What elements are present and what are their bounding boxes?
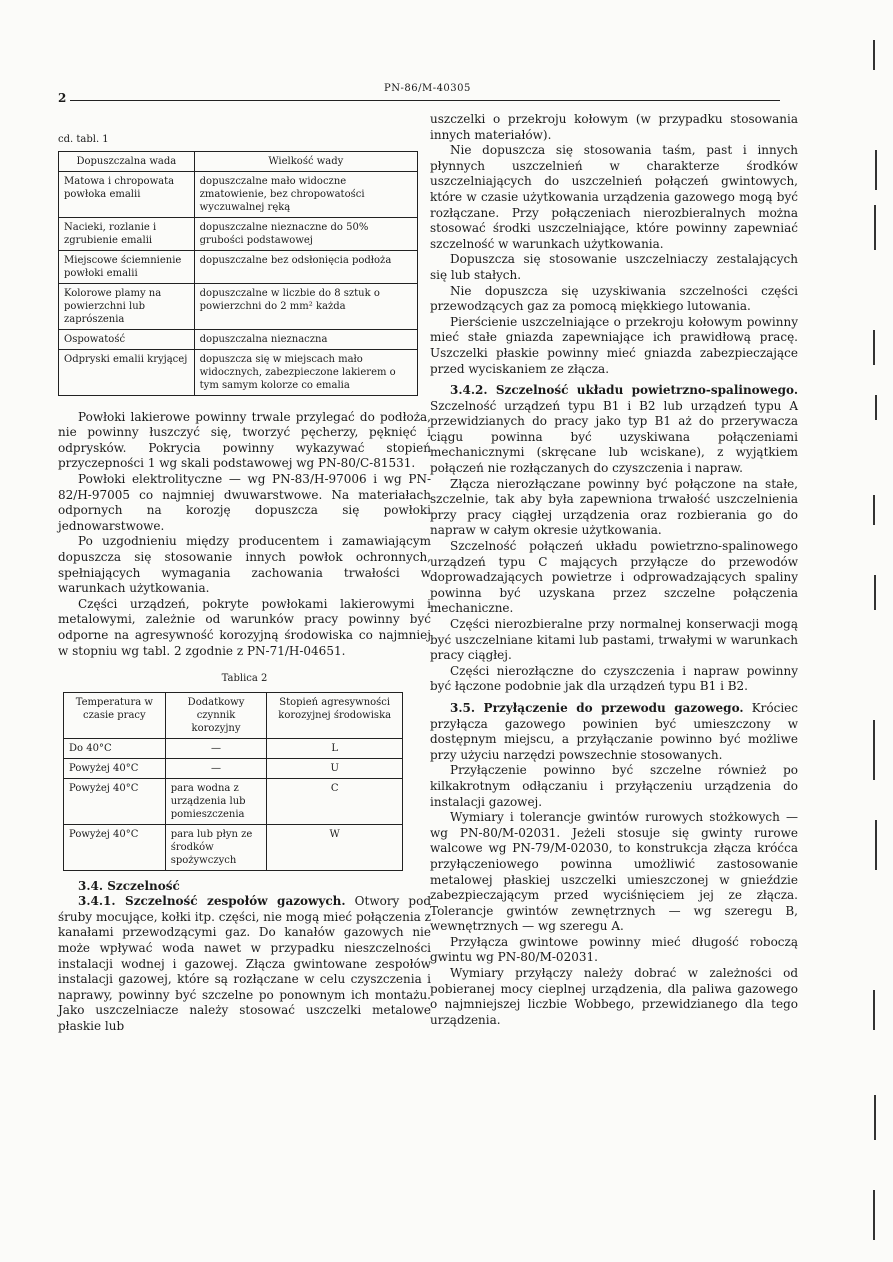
table-cell: dopuszczalne mało widoczne zmatowienie, bez chropowatości wyczuwalnej ręką (194, 171, 417, 217)
scan-mark (873, 495, 875, 525)
header-rule (70, 100, 780, 101)
section-heading: 3.4.1. Szczelność zespołów gazowych. (78, 894, 346, 909)
table-header-cell: Dodatkowy czynnik korozyjny (165, 692, 267, 738)
section-heading: 3.4. Szczelność (78, 878, 180, 893)
table-row (59, 171, 418, 217)
body-paragraph (430, 701, 798, 763)
scan-mark (873, 1190, 875, 1240)
table-cell: Nacieki, rozlanie i zgrubienie emalii (59, 217, 195, 250)
table-header-cell: Stopień agresywności korozyjnej środowiska (267, 692, 403, 738)
left-column (58, 112, 431, 1035)
table-cell: L (267, 738, 403, 758)
body-paragraph: Części nierozłączne do czyszczenia i napraw powinny być łączone podobnie jak dla urządzeń typu B1 i B2. (430, 663, 798, 694)
table-cell: Ospowatość (59, 329, 195, 349)
body-paragraph: Nie dopuszcza się stosowania taśm, past i innych płynnych uszczelnień w charakterze środków uszczelniających do uszczelnień połączeń gwintowych, które w czasie użytkowania urządzenia gazowego mogą być rozłączane. Przy połączeniach nierozbieralnych można stosować środki uszczelniające, które powinny zapewniać szczelność w warunkach użytkowania. (430, 143, 798, 251)
body-paragraph: Wymiary i tolerancje gwintów rurowych stożkowych — wg PN-80/M-02031. Jeżeli stosuje się gwinty rurowe walcowe wg PN-79/M-02030, to konstrukcja złącza króćca przyłączeniowego powinna umożliwić zastosowanie metalowej płaskiej uszczelki umieszczonej w gnieździe zabezpieczającym przed wyciśnięciem jej ze złącza. Tolerancje gwintów zewnętrznych — wg szeregu B, wewnętrznych — wg szeregu A. (430, 810, 798, 934)
table-row (59, 250, 418, 283)
scan-mark (875, 820, 877, 870)
scan-mark (873, 720, 875, 780)
table-row (59, 349, 418, 395)
table-cell: W (267, 824, 403, 870)
table-row (64, 778, 403, 824)
scan-mark (874, 205, 876, 250)
body-paragraph: Szczelność połączeń układu powietrzno-spalinowego urządzeń typu C mających przyłącze do przewodów doprowadzających powietrze i odprowadzających spaliny powinna być uzyskana przez szczelne połączenia mechaniczne. (430, 539, 798, 616)
table-cell: Powyżej 40°C (64, 824, 166, 870)
table-row (59, 217, 418, 250)
body-paragraph: Części nierozbieralne przy normalnej konserwacji mogą być uszczelniane kitami lub pastami, trwałymi w warunkach pracy ciągłej. (430, 617, 798, 663)
table-cell: C (267, 778, 403, 824)
body-paragraph: Przyłączenie powinno być szczelne również po kilkakrotnym odłączaniu i przyłączeniu urządzenia do instalacji gazowej. (430, 763, 798, 809)
table-cell: Powyżej 40°C (64, 758, 166, 778)
scan-mark (874, 1095, 876, 1140)
table-row (59, 329, 418, 349)
body-paragraph: Pierścienie uszczelniające o przekroju kołowym powinny mieć stałe gniazda zapewniające ich prawidłową pracę. Uszczelki płaskie powinny mieć gniazda zabezpieczające przed wyciskaniem ze złącza. (430, 314, 798, 376)
table-header-cell: Dopuszczalna wada (59, 151, 195, 171)
table-cell: para wodna z urządzenia lub pomieszczenia (165, 778, 267, 824)
table-cell: dopuszczalne nieznaczne do 50% grubości podstawowej (194, 217, 417, 250)
table-cell: U (267, 758, 403, 778)
table-cell: para lub płyn ze środków spożywczych (165, 824, 267, 870)
section-text: Króciec przyłącza gazowego powinien być umieszczony w dostępnym miejscu, a przyłączanie powinno być możliwe przy użyciu narzędzi powszechnie stosowanych. (430, 700, 798, 762)
table-cell: Miejscowe ściemnienie powłoki emalii (59, 250, 195, 283)
right-column (430, 112, 798, 1028)
scan-mark (873, 330, 875, 365)
table-cell: Do 40°C (64, 738, 166, 758)
table-cell: dopuszczalne w liczbie do 8 sztuk o powierzchni do 2 mm² każda (194, 283, 417, 329)
table-header-row (64, 692, 403, 738)
corrosion-table (63, 692, 403, 871)
body-paragraph: Po uzgodnieniu między producentem i zamawiającym dopuszcza się stosowanie innych powłok ochronnych, spełniających wymagania zachowania trwałości w warunkach użytkowania. (58, 534, 431, 596)
table-header-cell: Temperatura w czasie pracy (64, 692, 166, 738)
table-cell: dopuszczalna nieznaczna (194, 329, 417, 349)
table-cell: dopuszcza się w miejscach mało widocznych, zabezpieczone lakierem o tym samym kolorze co emalia (194, 349, 417, 395)
body-paragraph: Powłoki lakierowe powinny trwale przylegać do podłoża, nie powinny łuszczyć się, tworzyć pęcherzy, pęknięć i odprysków. Pokrycia powinny wykazywać stopień przyczepności 1 wg skali podstawowej wg PN-80/C-81531. (58, 409, 431, 471)
table-row (59, 283, 418, 329)
table-cell: Odpryski emalii kryjącej (59, 349, 195, 395)
table-cell: Matowa i chropowata powłoka emalii (59, 171, 195, 217)
body-paragraph (430, 383, 798, 477)
section-heading: 3.5. Przyłączenie do przewodu gazowego. (450, 700, 744, 715)
scan-mark (874, 575, 876, 610)
body-paragraph (58, 894, 431, 1034)
page-number: 2 (58, 91, 67, 105)
body-paragraph: Przyłącza gwintowe powinny mieć długość roboczą gwintu wg PN-80/M-02031. (430, 934, 798, 965)
scan-mark (875, 150, 877, 190)
table-cell: Kolorowe plamy na powierzchni lub zaprószenia (59, 283, 195, 329)
section-heading: 3.4.2. Szczelność układu powietrzno-spalinowego. (450, 383, 798, 398)
body-paragraph: Części urządzeń, pokryte powłokami lakierowymi i metalowymi, zależnie od warunków pracy powinny być odporne na agresywność korozyjną środowiska co najmniej w stopniu wg tabl. 2 zgodnie z PN-71/H-04651. (58, 596, 431, 658)
table-cell: dopuszczalne bez odsłonięcia podłoża (194, 250, 417, 283)
table-header-cell: Wielkość wady (194, 151, 417, 171)
scan-edge-marks (869, 0, 893, 1262)
section-text: Otwory pod śruby mocujące, kołki itp. części, nie mogą mieć połączenia z kanałami przewodzącymi gaz. Do kanałów gazowych nie może wpływać woda nawet w przypadku nieszczelności instalacji wodnej i gazowej. Złącza gwintowane zespołów instalacji gazowej, które są rozłączane w celu czyszczenia i naprawy, powinny być szczelne po ponownym ich montażu. Jako uszczelniacze należy stosować uszczelki metalowe płaskie lub (58, 894, 431, 1034)
table2-caption: Tablica 2 (221, 673, 268, 685)
defects-table (58, 151, 418, 396)
scan-mark (873, 990, 875, 1030)
body-paragraph: Wymiary przyłączy należy dobrać w zależności od pobieranej mocy cieplnej urządzenia, dla paliwa gazowego o najmniejszej liczbie Wobbego, przewidzianego dla tego urządzenia. (430, 966, 798, 1027)
body-paragraph: Nie dopuszcza się uzyskiwania szczelności części przewodzących gaz za pomocą miękkiego lutowania. (430, 283, 798, 314)
body-paragraph: Dopuszcza się stosowanie uszczelniaczy zestalających się lub stałych. (430, 252, 798, 282)
table-cell: — (165, 738, 267, 758)
scan-mark (873, 40, 875, 70)
body-paragraph: Powłoki elektrolityczne — wg PN-83/H-97006 i wg PN-82/H-97005 co najmniej dwuwarstwowe. Na materiałach odpornych na korozję dopuszcza się powłoki jednowarstwowe. (58, 471, 431, 533)
table-cell: Powyżej 40°C (64, 778, 166, 824)
table-cell: — (165, 758, 267, 778)
table-row (64, 758, 403, 778)
section-text: Szczelność urządzeń typu B1 i B2 lub urządzeń typu A przewidzianych do pracy jako typ B1 aż do przerywacza ciągu powinna być uzyskiwana połączeniami mechanicznymi (skręcane lub wciskane), z wyjątkiem połączeń nie rozłączanych do czyszczenia i napraw. (430, 398, 798, 476)
scan-mark (875, 395, 877, 420)
body-paragraph: uszczelki o przekroju kołowym (w przypadku stosowania innych materiałów). (430, 112, 798, 142)
table-header-row (59, 151, 418, 171)
body-paragraph: Złącza nierozłączane powinny być połączone na stałe, szczelnie, tak aby była zapewniona trwałość uszczelnienia przy pracy ciągłej urządzenia oraz rozbierania go do napraw w całym okresie użytkowania. (430, 476, 798, 538)
table-row (64, 738, 403, 758)
table1-continuation: cd. tabl. 1 (58, 134, 109, 145)
standard-code: PN-86/M-40305 (384, 83, 471, 94)
table-row (64, 824, 403, 870)
